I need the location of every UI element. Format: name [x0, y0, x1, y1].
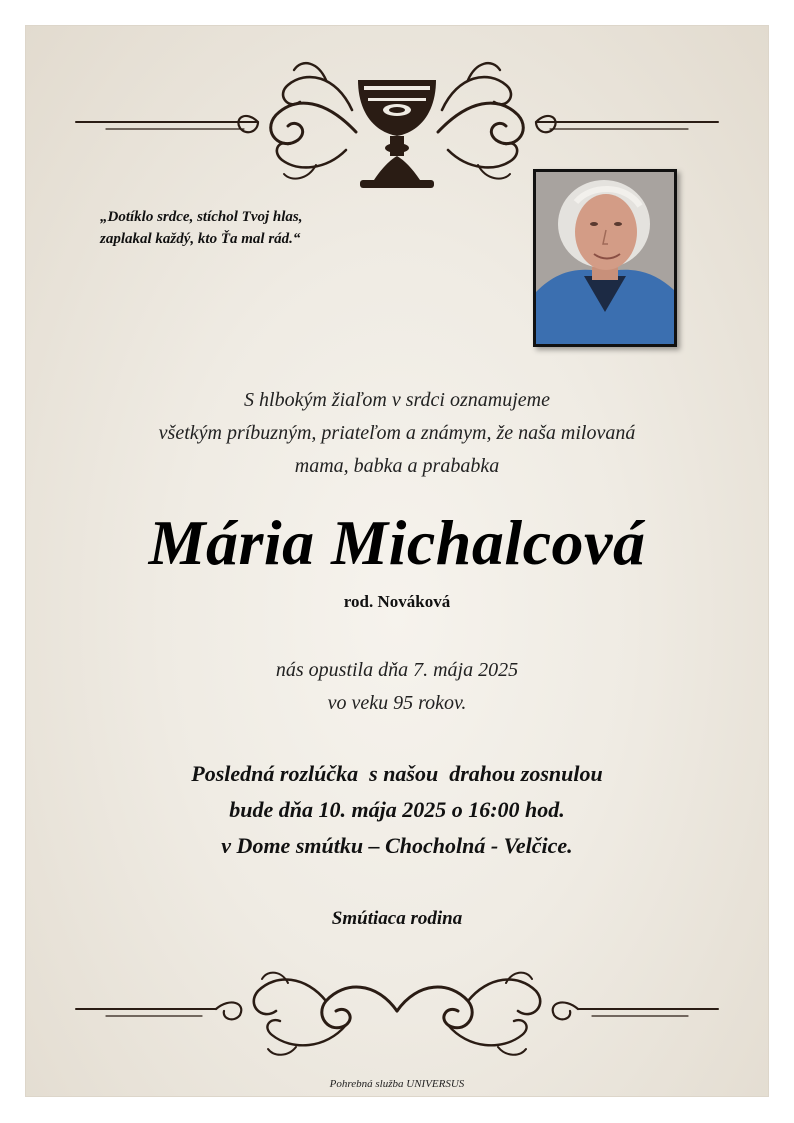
- obituary-card: [26, 26, 768, 1096]
- mourning-family: Smútiaca rodina: [331, 908, 463, 929]
- funeral-service-credit: Pohrebná služba UNIVERSUS: [329, 1078, 465, 1090]
- ceremony-line-3: v Dome smútku – Chocholná - Velčice.: [221, 833, 573, 858]
- portrait-image: [536, 172, 674, 344]
- death-date: nás opustila dňa 7. mája 2025: [275, 659, 519, 681]
- death-info: [26, 654, 768, 720]
- quote-line-1: „Dotíklo srdce, stíchol Tvoj hlas,: [100, 209, 303, 225]
- announcement: [26, 384, 768, 483]
- flourish-icon: [26, 961, 768, 1061]
- ceremony-line-2: bude dňa 10. mája 2025 o 16:00 hod.: [229, 797, 565, 822]
- announcement-line-1: S hlbokým žiaľom v srdci oznamujeme: [244, 389, 550, 411]
- quote-line-2: zaplakal každý, kto Ťa mal rád.“: [100, 231, 301, 247]
- maiden-name: rod. Nováková: [343, 592, 451, 611]
- portrait-photo: [533, 169, 677, 347]
- announcement-line-2: všetkým príbuzným, priateľom a známym, že naša milovaná: [158, 422, 636, 444]
- ceremony-line-1: Posledná rozlúčka s našou drahou zosnulou: [191, 761, 603, 786]
- quote: [100, 206, 420, 250]
- announcement-line-3: mama, babka a prababka: [294, 455, 500, 477]
- chalice-icon: [358, 80, 436, 188]
- death-age: vo veku 95 rokov.: [327, 692, 467, 714]
- deceased-name: Mária Michalcová: [148, 507, 646, 578]
- ceremony-info: [26, 756, 768, 864]
